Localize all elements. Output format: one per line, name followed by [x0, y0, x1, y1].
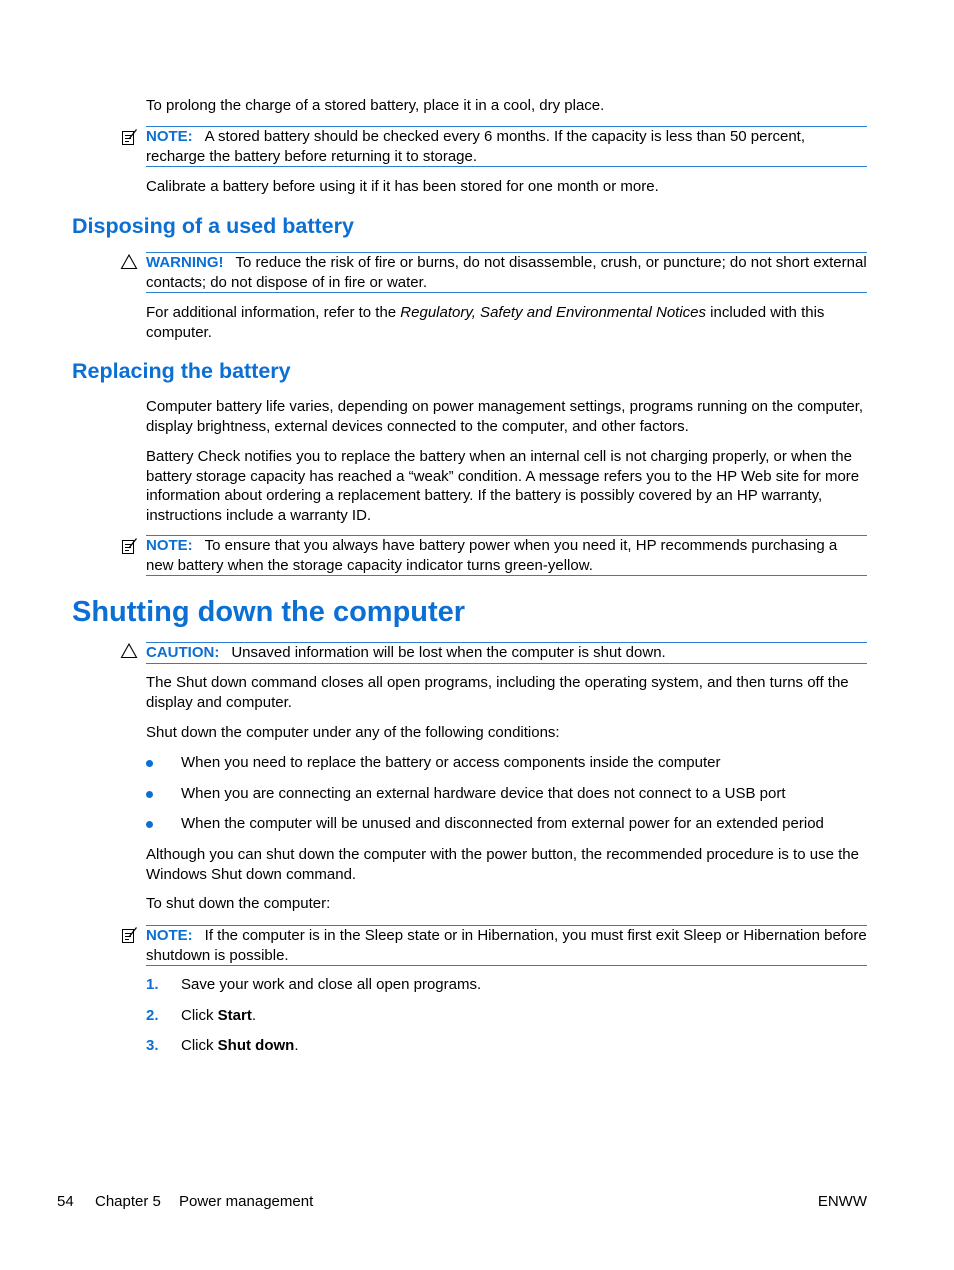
note-label: NOTE: [146, 537, 193, 554]
note-icon [120, 128, 138, 146]
step-item [181, 1006, 871, 1026]
note-box-sleep [146, 925, 867, 966]
list-item: When you need to replace the battery or access components inside the computer [181, 754, 721, 771]
step-item [181, 1036, 871, 1056]
note-text: A stored battery should be checked every 6 months. If the capacity is less than 50 percent, recharge the battery before returning it to storage. [146, 128, 806, 165]
step-text: Click [181, 1037, 218, 1054]
calibrate-paragraph: Calibrate a battery before using it if it has been stored for one month or more. [146, 178, 659, 195]
shutdown-command-paragraph: The Shut down command closes all open programs, including the operating system, and then turns off the display and computer. [146, 674, 849, 711]
warning-text: To reduce the risk of fire or burns, do not disassemble, crush, or puncture; do not short external contacts; do not dispose of in fire or water. [146, 254, 867, 291]
step-number: 2. [146, 1007, 159, 1024]
list-item: When you are connecting an external hardware device that does not connect to a USB port [181, 785, 786, 802]
note-box-storage [146, 126, 867, 167]
note-icon [120, 537, 138, 555]
power-button-paragraph: Although you can shut down the computer with the power button, the recommended procedure is to use the Windows Shut down command. [146, 846, 859, 883]
step-after: . [251, 1007, 257, 1024]
step-bold: Start [217, 1007, 252, 1024]
note-label: NOTE: [146, 128, 193, 145]
warning-icon [120, 253, 138, 271]
section-heading-shutting-down: Shutting down the computer [72, 596, 466, 628]
section-heading-disposing: Disposing of a used battery [72, 214, 354, 238]
warning-box [146, 252, 867, 293]
additional-info-paragraph [146, 303, 868, 342]
footer-locale: ENWW [817, 1193, 867, 1210]
step-text: Click [181, 1007, 218, 1024]
note-label: NOTE: [146, 927, 193, 944]
caution-box [146, 642, 867, 664]
list-item: When the computer will be unused and disconnected from external power for an extended period [181, 815, 824, 832]
caution-text: Unsaved information will be lost when the computer is shut down. [231, 644, 666, 661]
battery-life-paragraph: Computer battery life varies, depending on power management settings, programs running on the computer, display brightness, external devices connected to the computer, and other factors. [146, 398, 864, 435]
note-icon [120, 926, 138, 944]
note-text: To ensure that you always have battery power when you need it, HP recommends purchasing a new battery when the storage capacity indicator turns green-yellow. [146, 537, 838, 574]
step-number: 3. [146, 1037, 159, 1054]
caution-icon [120, 642, 138, 660]
warning-label: WARNING! [146, 254, 224, 271]
conditions-intro-paragraph: Shut down the computer under any of the following conditions: [146, 724, 560, 741]
footer-chapter: Chapter 5 [95, 1193, 161, 1210]
step-after: . [294, 1037, 299, 1054]
bullet-dot [146, 791, 153, 798]
step-number: 1. [146, 976, 159, 993]
step-text: Save your work and close all open programs. [181, 976, 482, 993]
info-italic-title: Regulatory, Safety and Environmental Notices [400, 304, 707, 321]
note-text: If the computer is in the Sleep state or in Hibernation, you must first exit Sleep or Hibernation before shutdown is possible. [146, 927, 867, 964]
bullet-dot [146, 821, 153, 828]
step-bold: Shut down [217, 1037, 295, 1054]
bullet-dot [146, 760, 153, 767]
note-box-replacement [146, 535, 867, 576]
stored-battery-paragraph: To prolong the charge of a stored battery, place it in a cool, dry place. [146, 97, 605, 114]
step-item [181, 975, 871, 995]
section-heading-replacing: Replacing the battery [72, 359, 291, 383]
caution-label: CAUTION: [146, 644, 220, 661]
info-prefix: For additional information, refer to the [146, 304, 401, 321]
footer-page-number: 54 [57, 1193, 74, 1210]
battery-check-paragraph: Battery Check notifies you to replace the battery when an internal cell is not charging properly, or when the battery storage capacity has reached a “weak” condition. A message refers you to the HP Web site for more information about ordering a replacement battery. If the battery is possibly covered by an HP warranty, instructions include a warranty ID. [146, 448, 860, 524]
to-shut-down-paragraph: To shut down the computer: [146, 895, 331, 912]
info-suffix: included with this computer. [146, 304, 825, 341]
footer-chapter-title: Power management [179, 1193, 314, 1210]
